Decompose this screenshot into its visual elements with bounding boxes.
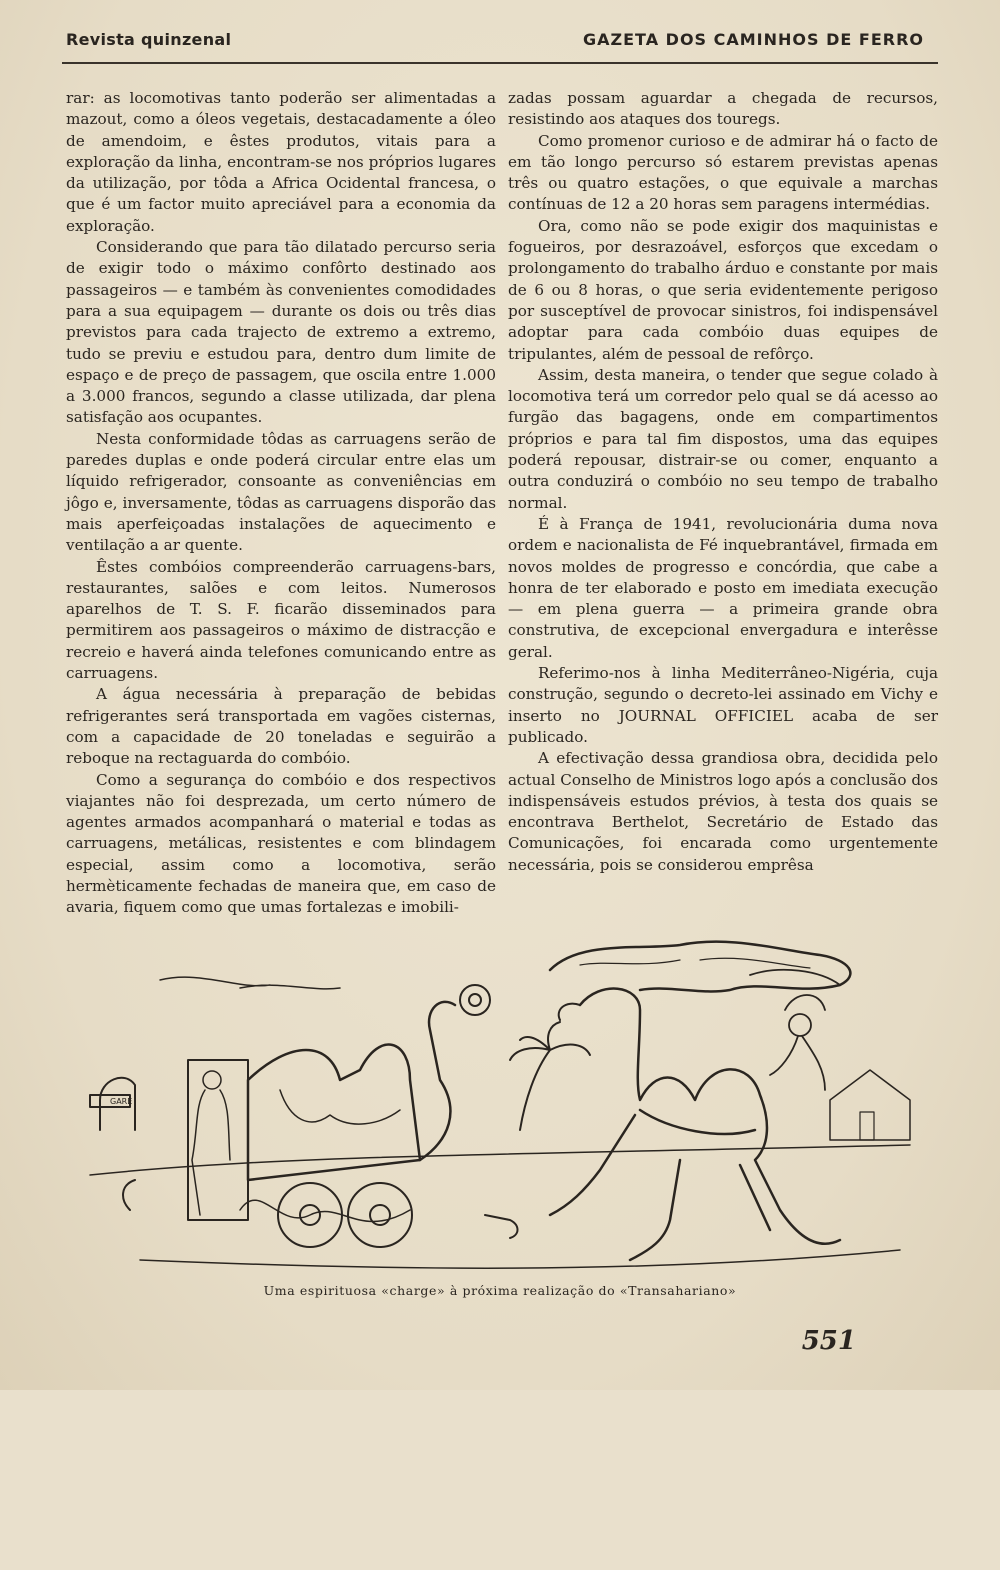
paragraph: Nesta conformidade tôdas as carruagens serão de paredes duplas e onde poderá circular entre elas um líquido refrigerador, consoante as conveniências em jôgo e, inversamente, tôdas as carruagens disporão das mais aperfeiçoadas instalações de aquecimento e ventilação a ar quente. [66,429,496,555]
left-column [66,88,496,919]
paragraph: rar: as locomotivas tanto poderão ser alimentadas a mazout, como a óleos vegetais, destacadamente a óleo de amendoim, e êstes produtos, vitais para a exploração da linha, encontram-se nos próprios lugares da utilização, por tôda a Africa Ocidental francesa, o que é um factor muito apreciável para a economia da exploração. [66,89,496,235]
paragraph: Êstes combóios compreenderão carruagens-bars, restaurantes, salões e com leitos. Numerosos aparelhos de T. S. F. ficarão disseminados para permitirem aos passageiros o máximo de distracção e recreio e haverá ainda telefones comunicando entre as carruagens. [66,557,496,683]
header-rule [62,62,938,64]
station-sign: GARE [110,1097,133,1106]
paragraph: A água necessária à preparação de bebidas refrigerantes será transportada em vagões cisternas, com a capacidade de 20 toneladas e seguirão a reboque na rectaguarda do combóio. [66,685,496,768]
header-publication-title: GAZETA DOS CAMINHOS DE FERRO [582,30,924,49]
right-column [508,88,938,876]
page-number: 551 [801,1326,856,1356]
figure-caption: Uma espirituosa «charge» à próxima realização do «Transahariano» [263,1283,737,1298]
header-section-name: Revista quinzenal [66,30,232,49]
paragraph: Como promenor curioso e de admirar há o facto de em tão longo percurso só estarem previstas apenas três ou quatro estações, o que equivale a marchas contínuas de 12 a 20 horas sem paragens intermédias. [508,131,938,214]
paragraph: Ora, como não se pode exigir dos maquinistas e fogueiros, por desrazoável, esforços que excedam o prolongamento do trabalho árduo e constante por mais de 6 ou 8 horas, o que seria evidentemente perigoso por susceptível de provocar sinistros, foi indispensável adoptar para cada combóio duas equipes de tripulantes, além de pessoal de refôrço. [508,216,938,363]
paragraph: Como a segurança do combóio e dos respectivos viajantes não foi desprezada, um certo número de agentes armados acompanhará o material e todas as carruagens, metálicas, resistentes e com blindagem especial, assim como a locomotiva, serão hermèticamente fechadas de maneira que, em caso de avaria, fiquem como que umas fortalezas e imobili- [66,770,496,917]
paragraph: Referimo-nos à linha Mediterrâneo-Nigéria, cuja construção, segundo o decreto-lei assinado em Vichy e inserto no JOURNAL OFFICIEL acaba de ser publicado. [508,664,938,746]
cartoon-illustration [80,930,920,1570]
paragraph: Assim, desta maneira, o tender que segue colado à locomotiva terá um corredor pelo qual se dá acesso ao furgão das bagagens, onde em compartimentos próprios e para tal fim dispostos, uma das equipes poderá repousar, distrair-se ou comer, enquanto a outra conduzirá o combóio no seu tempo de trabalho normal. [508,365,938,512]
paragraph: A efectivação dessa grandiosa obra, decidida pelo actual Conselho de Ministros logo após a conclusão dos indispensáveis estudos prévios, à testa dos quais se encontrava Berthelot, Secretário de Estado das Comunicações, foi encarada como urgentemente necessária, pois se considerou emprêsa [508,749,938,874]
cartoon-drawing [80,930,920,1290]
paragraph: Considerando que para tão dilatado percurso seria de exigir todo o máximo confôrto destinado aos passageiros — e também às convenientes comodidades para a sua equipagem — durante os dois ou três dias previstos para cada trajecto de extremo a extremo, tudo se previu e estudou para, dentro dum limite de espaço e de preço de passagem, que oscila entre 1.000 a 3.000 francos, segundo a classe utilizada, dar plena satisfação aos ocupantes. [66,238,496,427]
paragraph: zadas possam aguardar a chegada de recursos, resistindo aos ataques dos touregs. [508,89,938,129]
paragraph: É à França de 1941, revolucionária duma nova ordem e nacionalista de Fé inquebrantável, firmada em novos moldes de progresso e concórdia, que cabe a honra de ter elaborado e posto em imediata execução — em plena guerra — a primeira grande obra construtiva, de excepcional envergadura e interêsse geral. [508,514,938,661]
